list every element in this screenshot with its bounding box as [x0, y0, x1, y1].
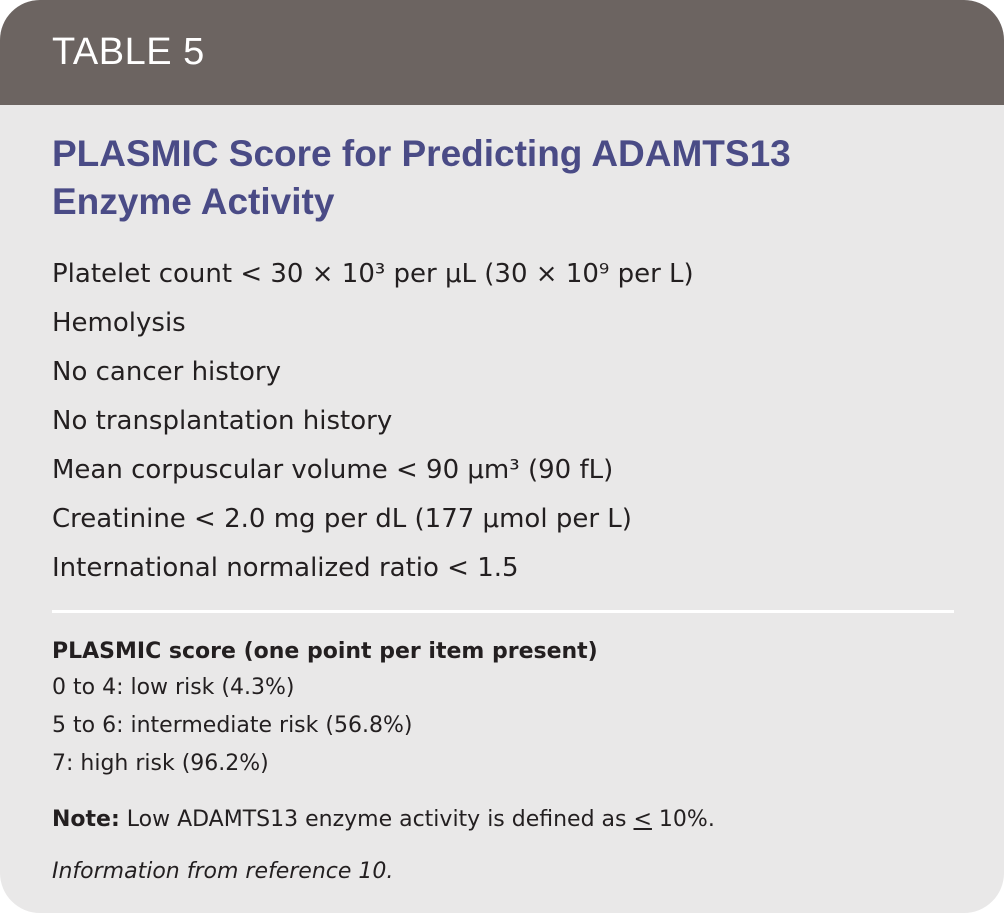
table-header: TABLE 5 [0, 0, 1004, 105]
note-text-end: 10%. [651, 807, 715, 832]
score-line: 5 to 6: intermediate risk (56.8%) [52, 713, 413, 738]
score-heading: PLASMIC score (one point per item present) [52, 639, 598, 664]
source-citation: Information from reference 10. [52, 859, 394, 884]
criteria-item: Creatinine < 2.0 mg per dL (177 μmol per L) [52, 504, 632, 534]
divider [52, 610, 954, 613]
criteria-item: No transplantation history [52, 406, 393, 436]
criteria-item: Mean corpuscular volume < 90 μm³ (90 fL) [52, 455, 614, 485]
less-equal-symbol: < [633, 807, 652, 832]
note-label: Note: [52, 807, 120, 832]
footnote [52, 803, 1004, 837]
score-line: 0 to 4: low risk (4.3%) [52, 675, 295, 700]
criteria-list [52, 250, 1004, 593]
score-list [52, 669, 1004, 783]
table-title: PLASMIC Score for Predicting ADAMTS13 Enzyme Activity [52, 133, 791, 222]
criteria-item: Hemolysis [52, 308, 186, 338]
score-line: 7: high risk (96.2%) [52, 751, 269, 776]
criteria-item: International normalized ratio < 1.5 [52, 553, 519, 583]
criteria-item: Platelet count < 30 × 10³ per μL (30 × 10⁹ per L) [52, 259, 694, 289]
note-text: Low ADAMTS13 enzyme activity is defined as [119, 807, 634, 832]
criteria-item: No cancer history [52, 357, 281, 387]
